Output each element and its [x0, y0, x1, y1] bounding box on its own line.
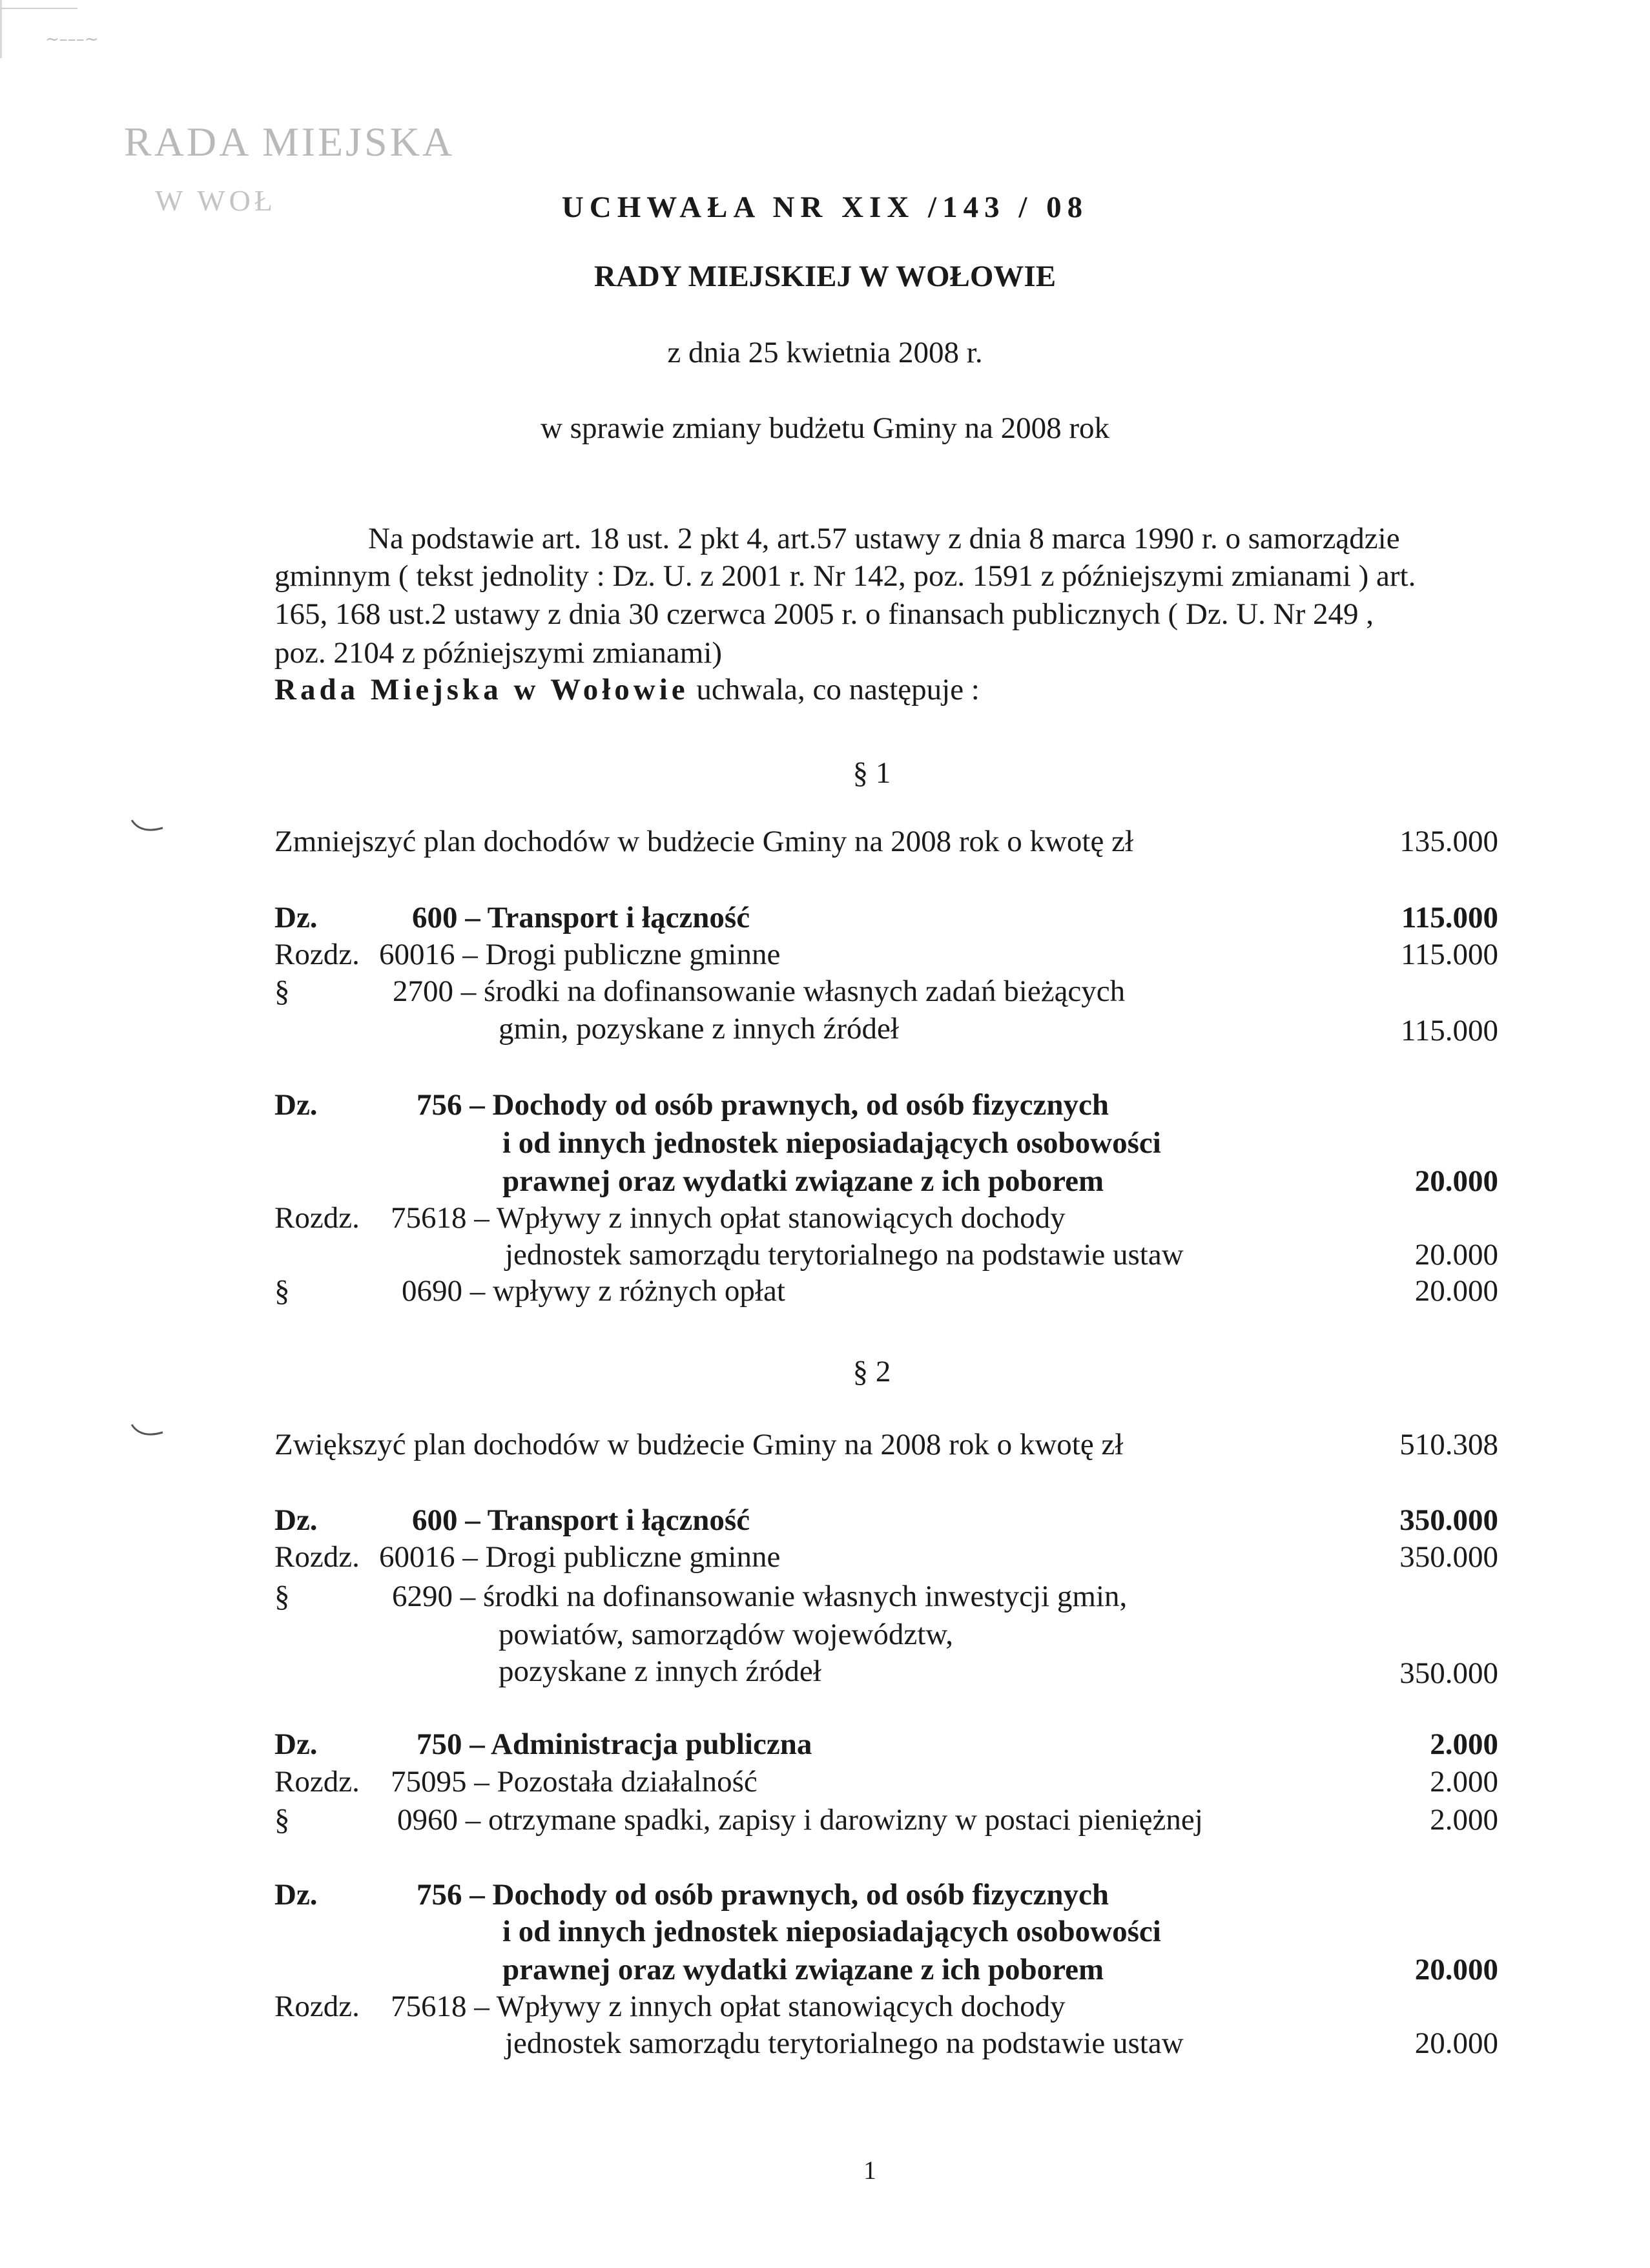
dz-amount: 350.000: [1399, 1503, 1498, 1537]
rozdz-title: 75618 – Wpływy z innych opłat stanowiących dochody: [391, 1990, 1066, 2023]
margin-check-mark: [129, 1418, 168, 1444]
preamble-enacting-clause: [274, 675, 980, 705]
document-title: UCHWAŁA NR XIX /143 / 08: [561, 191, 1089, 224]
section-2-intro: Zwiększyć plan dochodów w budżecie Gminy na 2008 rok o kwotę zł: [274, 1428, 1124, 1461]
section-1-intro: Zmniejszyć plan dochodów w budżecie Gminy na 2008 rok o kwotę zł: [274, 825, 1134, 858]
margin-check-mark: [129, 814, 168, 840]
rozdz-label: Rozdz.: [274, 1765, 360, 1799]
dz-title-cont: prawnej oraz wydatki związane z ich poborem: [502, 1953, 1104, 1986]
rozdz-amount: 2.000: [1430, 1765, 1498, 1799]
dz-title-cont: i od innych jednostek nieposiadających osobowości: [502, 1915, 1161, 1948]
dz-amount: 2.000: [1430, 1727, 1498, 1761]
rozdz-label: Rozdz.: [274, 1201, 360, 1235]
dz-title-cont: i od innych jednostek nieposiadających osobowości: [502, 1126, 1161, 1160]
page-number: 1: [863, 2156, 876, 2185]
rozdz-label: Rozdz.: [274, 1990, 360, 2023]
section-2-marker: § 2: [852, 1355, 891, 1388]
rozdz-title: 75095 – Pozostała działalność: [391, 1765, 758, 1799]
paragraph-label: §: [274, 1580, 290, 1613]
paragraph-label: §: [274, 1803, 290, 1837]
dz-label: Dz.: [274, 1088, 318, 1122]
council-text: uchwala, co następuje :: [696, 673, 980, 706]
paragraph-amount: 350.000: [1399, 1656, 1498, 1690]
paragraph-label: §: [274, 974, 290, 1008]
rozdz-amount: 115.000: [1400, 938, 1498, 971]
document-issuer: RADY MIEJSKIEJ W WOŁOWIE: [593, 260, 1057, 293]
stamp-line-2: W WOŁ: [155, 184, 276, 217]
dz-amount: 115.000: [1401, 901, 1498, 934]
paragraph-label: §: [274, 1274, 290, 1308]
document-subject: w sprawie zmiany budżetu Gminy na 2008 rok: [540, 411, 1110, 445]
dz-title: 756 – Dochody od osób prawnych, od osób fizycznych: [417, 1088, 1109, 1122]
stamp-line-1: RADA MIEJSKA: [124, 119, 455, 165]
paragraph-amount: 115.000: [1400, 1014, 1498, 1047]
dz-label: Dz.: [274, 1878, 318, 1912]
dz-amount: 20.000: [1414, 1953, 1498, 1986]
section-2-total: 510.308: [1399, 1428, 1498, 1461]
rozdz-label: Rozdz.: [274, 938, 360, 971]
rozdz-title: 60016 – Drogi publiczne gminne: [379, 938, 781, 971]
dz-title: 600 – Transport i łączność: [412, 1503, 750, 1537]
rozdz-label: Rozdz.: [274, 1540, 360, 1574]
dz-title: 756 – Dochody od osób prawnych, od osób fizycznych: [417, 1878, 1109, 1912]
scan-edge-top: [0, 8, 77, 9]
dz-title: 600 – Transport i łączność: [412, 901, 750, 934]
paragraph-amount: 20.000: [1414, 1274, 1498, 1308]
preamble-line-2: gminnym ( tekst jednolity : Dz. U. z 2001 r. Nr 142, poz. 1591 z późniejszymi zmianami ) art.: [274, 559, 1416, 593]
dz-title-cont: prawnej oraz wydatki związane z ich poborem: [502, 1164, 1104, 1198]
rozdz-title: 60016 – Drogi publiczne gminne: [379, 1540, 781, 1574]
rozdz-title-cont: jednostek samorządu terytorialnego na podstawie ustaw: [505, 2026, 1184, 2060]
paragraph-title-cont: powiatów, samorządów województw,: [499, 1618, 953, 1651]
preamble-line-3: 165, 168 ust.2 ustawy z dnia 30 czerwca 2005 r. o finansach publicznych ( Dz. U. Nr 249 ,: [274, 597, 1374, 631]
dz-amount: 20.000: [1414, 1164, 1498, 1198]
document-date: z dnia 25 kwietnia 2008 r.: [667, 336, 983, 369]
dz-title: 750 – Administracja publiczna: [417, 1727, 812, 1761]
rozdz-title-cont: jednostek samorządu terytorialnego na podstawie ustaw: [505, 1238, 1184, 1272]
rozdz-amount: 20.000: [1414, 1238, 1498, 1272]
council-name: Rada Miejska w Wołowie: [274, 673, 689, 706]
dz-label: Dz.: [274, 1727, 318, 1761]
paragraph-title: 6290 – środki na dofinansowanie własnych inwestycji gmin,: [392, 1580, 1128, 1613]
paragraph-title: 0960 – otrzymane spadki, zapisy i darowizny w postaci pieniężnej: [397, 1803, 1203, 1837]
preamble-line-4: poz. 2104 z późniejszymi zmianami): [274, 636, 723, 670]
paragraph-title: 2700 – środki na dofinansowanie własnych zadań bieżących: [393, 974, 1126, 1008]
preamble-line-1: Na podstawie art. 18 ust. 2 pkt 4, art.57 ustawy z dnia 8 marca 1990 r. o samorządzie: [368, 522, 1400, 555]
section-1-total: 135.000: [1399, 825, 1498, 858]
rozdz-amount: 350.000: [1399, 1540, 1498, 1574]
corner-scribble: ~–––~: [45, 30, 99, 49]
dz-label: Dz.: [274, 1503, 318, 1537]
paragraph-title-cont: pozyskane z innych źródeł: [499, 1655, 821, 1688]
rozdz-amount: 20.000: [1414, 2026, 1498, 2060]
paragraph-title-cont: gmin, pozyskane z innych źródeł: [499, 1012, 899, 1046]
section-1-marker: § 1: [852, 756, 891, 790]
paragraph-amount: 2.000: [1430, 1803, 1498, 1837]
paragraph-title: 0690 – wpływy z różnych opłat: [402, 1274, 785, 1308]
dz-label: Dz.: [274, 901, 318, 934]
rozdz-title: 75618 – Wpływy z innych opłat stanowiących dochody: [391, 1201, 1066, 1235]
